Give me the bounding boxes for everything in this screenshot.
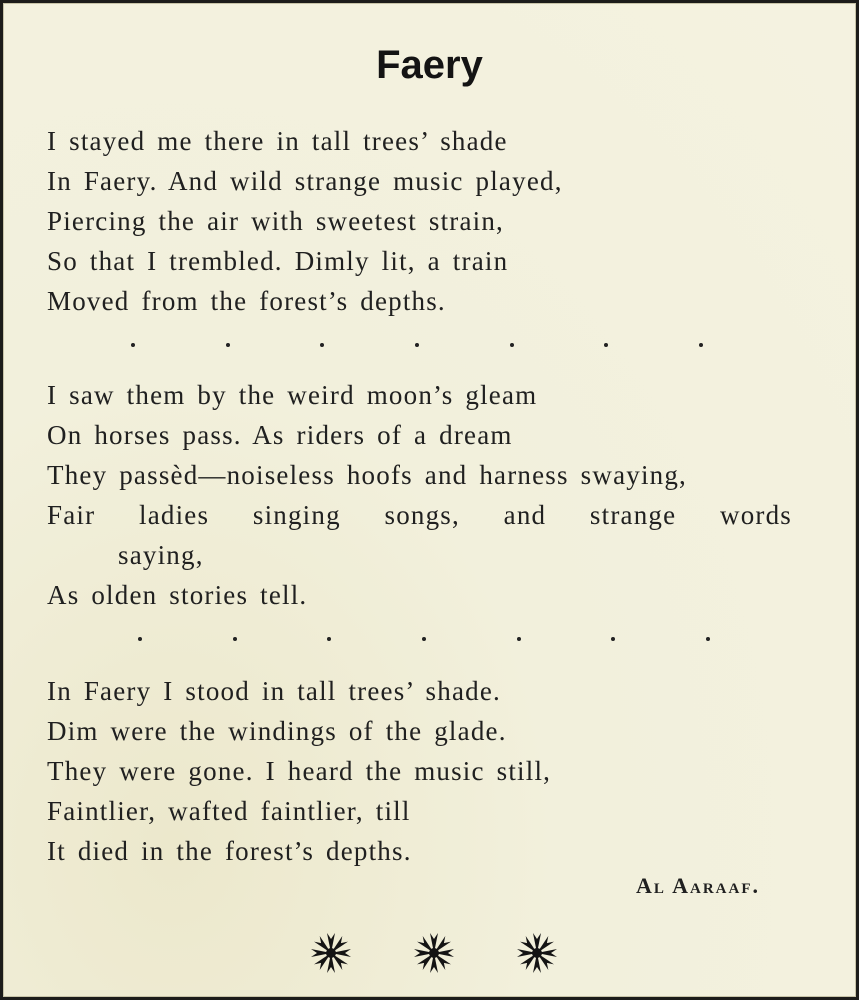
poem-line: Piercing the air with sweetest strain, (47, 206, 504, 236)
poem-line: They were gone. I heard the music still, (47, 756, 552, 786)
asterisk-flower-icon (515, 931, 559, 975)
poem-line: I saw them by the weird moon’s gleam (47, 380, 538, 410)
divider-dot (706, 637, 710, 641)
divider-dot (699, 343, 703, 347)
poem-title: Faery (376, 43, 483, 87)
stanza-2 (47, 375, 792, 615)
stanza-3 (47, 671, 551, 871)
stanza-1 (47, 121, 563, 321)
poem-line: In Faery I stood in tall trees’ shade. (47, 676, 501, 706)
divider-dot (233, 637, 237, 641)
poem-line: As olden stories tell. (47, 580, 308, 610)
poem-line: Faintlier, wafted faintlier, till (47, 796, 411, 826)
poem-line-continuation: saying, (118, 540, 204, 570)
divider-dot (226, 343, 230, 347)
poem-line: It died in the forest’s depths. (47, 836, 412, 866)
section-divider-dots (131, 343, 703, 347)
asterisk-flower-icon (309, 931, 353, 975)
divider-dot (517, 637, 521, 641)
poem-line: I stayed me there in tall trees’ shade (47, 126, 508, 156)
divider-dot (415, 343, 419, 347)
poem-line: Dim were the windings of the glade. (47, 716, 507, 746)
poem-line: Fair ladies singing songs, and strange words (47, 500, 792, 530)
divider-dot (604, 343, 608, 347)
poem-line: On horses pass. As riders of a dream (47, 420, 513, 450)
divider-dot (510, 343, 514, 347)
section-divider-dots (138, 637, 710, 641)
divider-dot (422, 637, 426, 641)
asterisk-flower-icon (412, 931, 456, 975)
poem-page (3, 3, 856, 997)
divider-dot (611, 637, 615, 641)
divider-dot (138, 637, 142, 641)
ornament-row (309, 931, 559, 975)
poem-line: They passèd—noiseless hoofs and harness swaying, (47, 460, 687, 490)
poem-line: Moved from the forest’s depths. (47, 286, 446, 316)
poem-attribution: Al Aaraaf. (635, 873, 760, 898)
divider-dot (131, 343, 135, 347)
divider-dot (320, 343, 324, 347)
divider-dot (327, 637, 331, 641)
poem-line: So that I trembled. Dimly lit, a train (47, 246, 509, 276)
poem-line: In Faery. And wild strange music played, (47, 166, 563, 196)
